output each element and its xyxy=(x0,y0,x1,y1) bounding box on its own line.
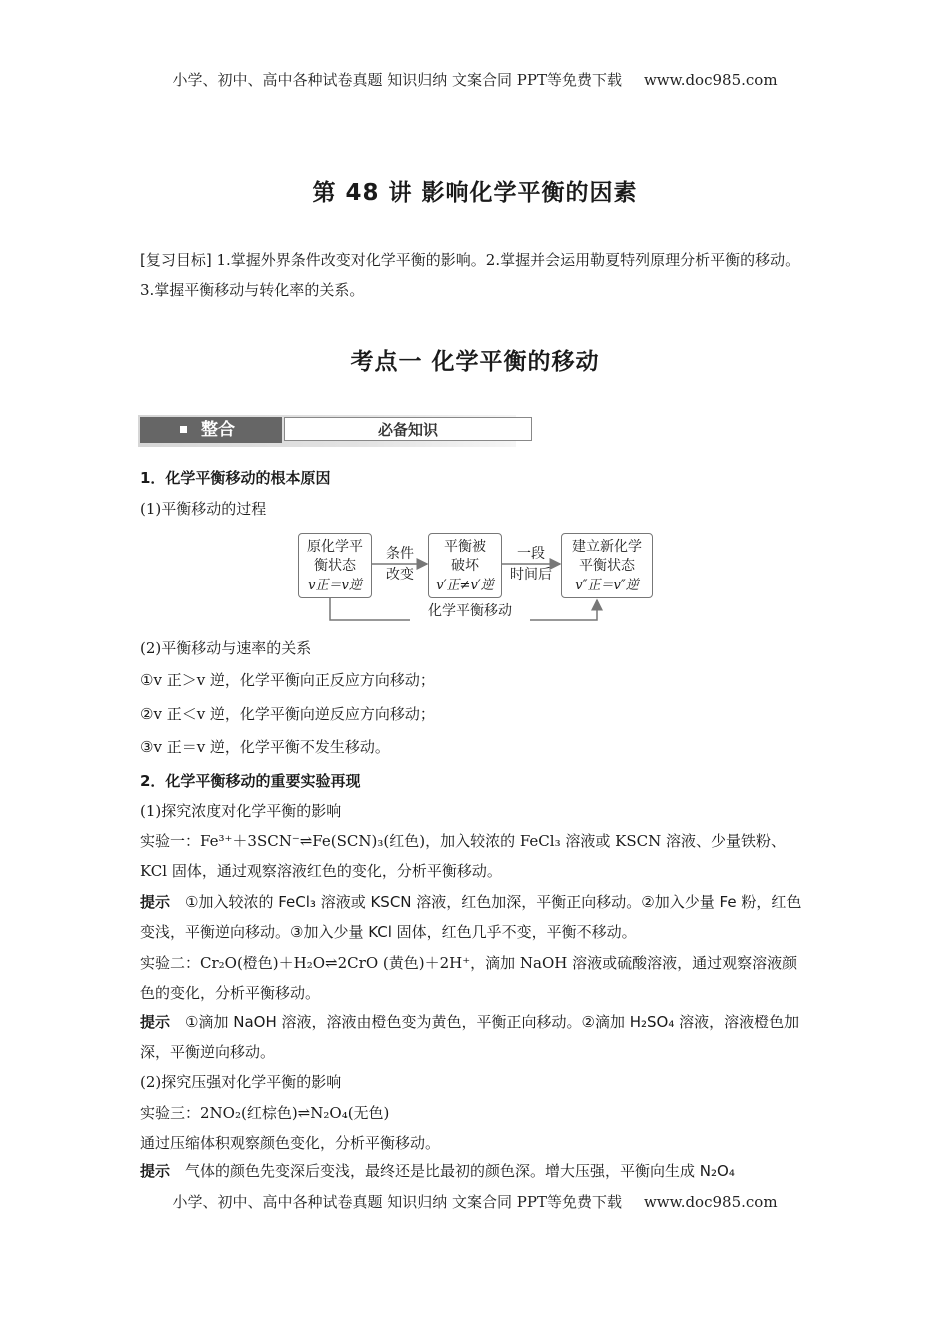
s1-heading: 1．化学平衡移动的根本原因 xyxy=(140,469,331,487)
header-site: www.doc985.com xyxy=(643,71,778,89)
banner-left: 整合 xyxy=(140,417,282,443)
review-tag: [复习目标] xyxy=(140,251,212,269)
page-header xyxy=(0,69,950,90)
flow-box-original: 原化学平 衡状态 v正＝v逆 xyxy=(298,533,372,598)
s2-sub2: (2)探究压强对化学平衡的影响 xyxy=(140,1073,342,1091)
flow-box-new: 建立新化学 平衡状态 v″正＝v″逆 xyxy=(561,533,653,598)
s1-sub2: (2)平衡移动与速率的关系 xyxy=(140,639,312,657)
s2-sub1: (1)探究浓度对化学平衡的影响 xyxy=(140,802,342,820)
experiment-3: 实验三：2NO₂(红棕色)⇌N₂O₄(无色) xyxy=(140,1104,390,1122)
tip-1: 提示 ①加入较浓的 FeCl₃ 溶液或 KSCN 溶液，红色加深，平衡正向移动。②加入少量 Fe 粉，红色变浅，平衡逆向移动。③加入少量 KCl 固体，红色几乎不变，平衡不移动。 xyxy=(140,893,802,941)
flow-bottom-label: 化学平衡移动 xyxy=(410,601,530,622)
review-text: 1.掌握外界条件改变对化学平衡的影响。2.掌握并会运用勒夏特列原理分析平衡的移动。3.掌握平衡移动与转化率的关系。 xyxy=(140,251,801,299)
flow-box-broken: 平衡被 破坏 v′正≠v′逆 xyxy=(428,533,502,598)
experiment-3-desc: 通过压缩体积观察颜色变化，分析平衡移动。 xyxy=(140,1134,441,1152)
page-title: 第 48 讲 影响化学平衡的因素 xyxy=(312,180,638,206)
page-footer xyxy=(0,1191,950,1212)
footer-text: 小学、初中、高中各种试卷真题 知识归纳 文案合同 PPT等免费下载 xyxy=(172,1193,622,1211)
flow-label-1: 条件 改变 xyxy=(386,546,414,583)
rate-rule-3: ③v 正＝v 逆，化学平衡不发生移动。 xyxy=(140,738,390,756)
section-title: 考点一 化学平衡的移动 xyxy=(350,349,600,375)
rate-rule-1: ①v 正＞v 逆，化学平衡向正反应方向移动； xyxy=(140,671,435,689)
review-goals xyxy=(140,245,812,305)
tip-2: 提示 ①滴加 NaOH 溶液，溶液由橙色变为黄色，平衡正向移动。②滴加 H₂SO₄ 溶液，溶液橙色加深，平衡逆向移动。 xyxy=(140,1013,800,1061)
experiment-2: 实验二：Cr₂O(橙色)＋H₂O⇌2CrO (黄色)＋2H⁺，滴加 NaOH 溶液或硫酸溶液，通过观察溶液颜色的变化，分析平衡移动。 xyxy=(140,954,798,1002)
s2-heading: 2．化学平衡移动的重要实验再现 xyxy=(140,772,361,790)
header-text: 小学、初中、高中各种试卷真题 知识归纳 文案合同 PPT等免费下载 xyxy=(172,71,622,89)
banner-right: 必备知识 xyxy=(284,417,532,441)
flow-label-2: 一段 时间后 xyxy=(510,546,552,583)
rate-rule-2: ②v 正＜v 逆，化学平衡向逆反应方向移动； xyxy=(140,705,435,723)
tip-3: 提示 气体的颜色先变深后变浅，最终还是比最初的颜色深。增大压强，平衡向生成 N₂O₄ xyxy=(140,1162,735,1180)
s1-sub1: (1)平衡移动的过程 xyxy=(140,500,267,518)
footer-site: www.doc985.com xyxy=(643,1193,778,1211)
square-icon xyxy=(180,426,187,433)
experiment-1: 实验一：Fe³⁺＋3SCN⁻⇌Fe(SCN)₃(红色)，加入较浓的 FeCl₃ 溶液或 KSCN 溶液、少量铁粉、KCl 固体，通过观察溶液红色的变化，分析平衡移动。 xyxy=(140,832,786,880)
section-banner xyxy=(138,415,516,447)
